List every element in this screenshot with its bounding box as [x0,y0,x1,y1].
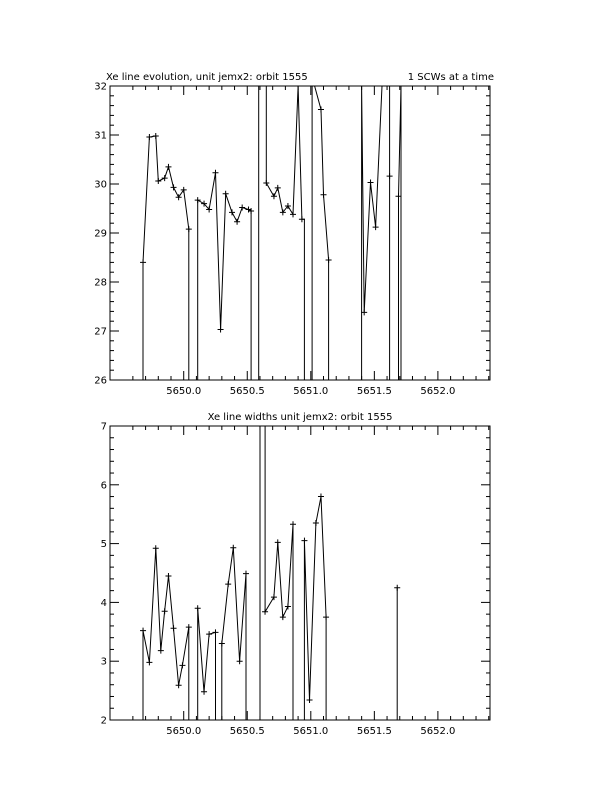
x-tick-label: 5651.5 [356,726,392,737]
data-point-marker [230,545,236,551]
data-point-marker [301,538,307,544]
series-line [143,548,189,720]
data-point-marker [290,211,296,217]
data-point-marker [206,631,212,637]
x-tick-label: 5650.0 [166,726,202,737]
data-point-marker [326,257,332,263]
series-line [222,548,246,720]
chart-subtitle: 1 SCWs at a time [407,72,494,83]
data-point-marker [243,571,249,577]
data-point-marker [307,697,313,703]
data-point-marker [162,608,168,614]
data-point-marker [271,594,277,600]
data-point-marker [285,604,291,610]
data-point-marker [263,180,269,186]
data-point-marker [212,629,218,635]
data-point-marker [234,219,240,225]
data-point-marker [153,545,159,551]
data-point-marker [140,628,146,634]
y-tick-label: 4 [100,597,107,609]
series-lines [143,426,397,720]
data-point-marker [262,609,268,615]
y-tick-label: 29 [94,228,107,240]
y-tick-label: 7 [100,421,107,433]
data-point-marker [165,573,171,579]
data-point-marker [368,180,374,186]
data-point-marker [201,689,207,695]
data-point-marker [195,605,201,611]
evolution-panel [94,72,494,397]
data-point-marker [186,226,192,232]
y-tick-label: 30 [94,179,107,191]
data-point-marker [140,259,146,265]
series-line [198,608,216,720]
series-line [265,426,293,720]
x-tick-label: 5650.0 [166,386,202,397]
data-point-marker [155,178,161,184]
data-point-marker [280,614,286,620]
data-point-marker [171,625,177,631]
data-point-marker [318,107,324,113]
data-point-marker [229,209,235,215]
data-point-marker [321,192,327,198]
data-point-marker [225,581,231,587]
data-point-marker [323,614,329,620]
data-point-marker [153,133,159,139]
y-tick-label: 31 [94,130,107,142]
data-point-marker [218,327,224,333]
series-line [315,86,329,380]
data-point-marker [394,585,400,591]
series-lines [143,86,401,380]
x-tick-label: 5650.5 [229,726,265,737]
data-point-marker [165,164,171,170]
series-line [304,497,326,720]
y-tick-label: 6 [100,480,107,492]
y-tick-label: 2 [100,715,107,727]
data-point-marker [313,520,319,526]
data-point-marker [179,662,185,668]
x-tick-label: 5652.0 [420,386,456,397]
data-point-marker [158,648,164,654]
data-point-marker [176,194,182,200]
plot-frame [110,426,490,720]
data-point-marker [387,173,393,179]
plot-frame [110,86,490,380]
data-point-marker [275,185,281,191]
data-point-marker [212,170,218,176]
data-point-marker [176,682,182,688]
widths-panel [101,412,490,737]
y-tick-label: 28 [94,277,107,289]
chart-title: Xe line widths unit jemx2: orbit 1555 [207,412,393,423]
data-point-marker [186,624,192,630]
data-point-marker [146,134,152,140]
data-point-marker [146,659,152,665]
axis-ticks [101,422,490,738]
data-point-marker [219,641,225,647]
data-point-marker [181,187,187,193]
x-tick-label: 5652.0 [420,726,456,737]
y-tick-label: 3 [100,656,107,668]
data-point-marker [271,193,277,199]
axis-ticks [94,82,490,398]
x-tick-label: 5651.5 [356,386,392,397]
x-tick-label: 5651.0 [293,726,329,737]
data-point-marker [223,191,229,197]
x-tick-label: 5651.0 [293,386,329,397]
data-point-marker [237,658,243,664]
y-tick-label: 32 [94,81,107,93]
data-point-marker [373,224,379,230]
series-line [143,136,189,380]
data-point-marker [195,197,201,203]
y-tick-label: 26 [94,375,107,387]
data-markers [140,494,400,703]
x-tick-label: 5650.5 [229,386,265,397]
data-point-marker [239,205,245,211]
series-line [362,86,382,380]
series-line [399,86,402,380]
y-tick-label: 5 [100,539,107,551]
chart-title: Xe line evolution, unit jemx2: orbit 1555 [106,72,308,83]
data-point-marker [171,184,177,190]
data-point-marker [290,521,296,527]
data-point-marker [162,175,168,181]
data-point-marker [275,539,281,545]
data-point-marker [318,494,324,500]
y-tick-label: 27 [94,326,107,338]
series-line [266,86,304,380]
